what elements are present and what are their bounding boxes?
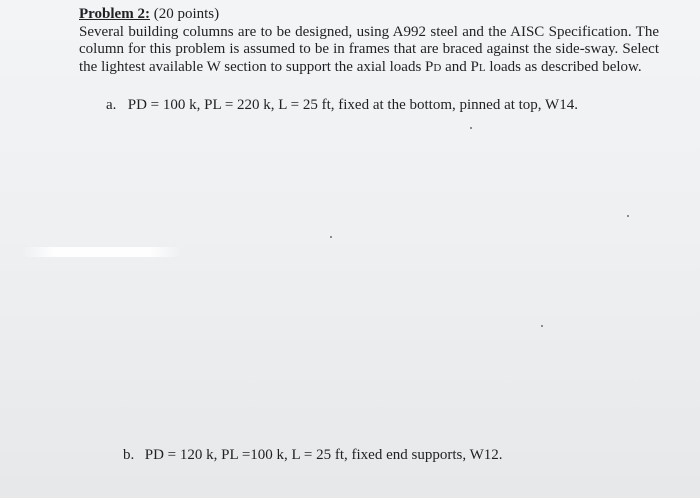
dead-load-subscript: D	[433, 61, 442, 74]
paper-speck	[330, 236, 332, 238]
paper-speck	[627, 215, 629, 217]
problem-heading	[79, 6, 659, 24]
live-load-subscript: L	[478, 61, 486, 74]
problem-points: (20 points)	[149, 6, 220, 22]
part-b	[123, 447, 502, 465]
problem-statement	[79, 6, 659, 77]
part-a	[106, 97, 578, 115]
problem-description	[79, 24, 659, 78]
problem-title: Problem 2:	[79, 6, 150, 22]
problem-body-text: Several building columns are to be designed, using A992 steel and the AISC Specification. The column for this problem is assumed to be in frames that are braced against the side-sway. Select the lightest available W section to support the axial loads P	[79, 23, 659, 75]
paper-speck	[541, 325, 543, 327]
part-b-text: PD = 120 k, PL =100 k, L = 25 ft, fixed end supports, W12.	[144, 447, 503, 463]
light-glare	[22, 247, 182, 257]
part-b-marker: b.	[123, 447, 135, 463]
part-a-marker: a.	[106, 97, 117, 113]
problem-body-end: loads as described below.	[485, 58, 642, 75]
problem-body-and: and P	[441, 58, 479, 75]
paper-speck	[470, 127, 472, 129]
part-a-text: PD = 100 k, PL = 220 k, L = 25 ft, fixed at the bottom, pinned at top, W14.	[127, 97, 578, 113]
